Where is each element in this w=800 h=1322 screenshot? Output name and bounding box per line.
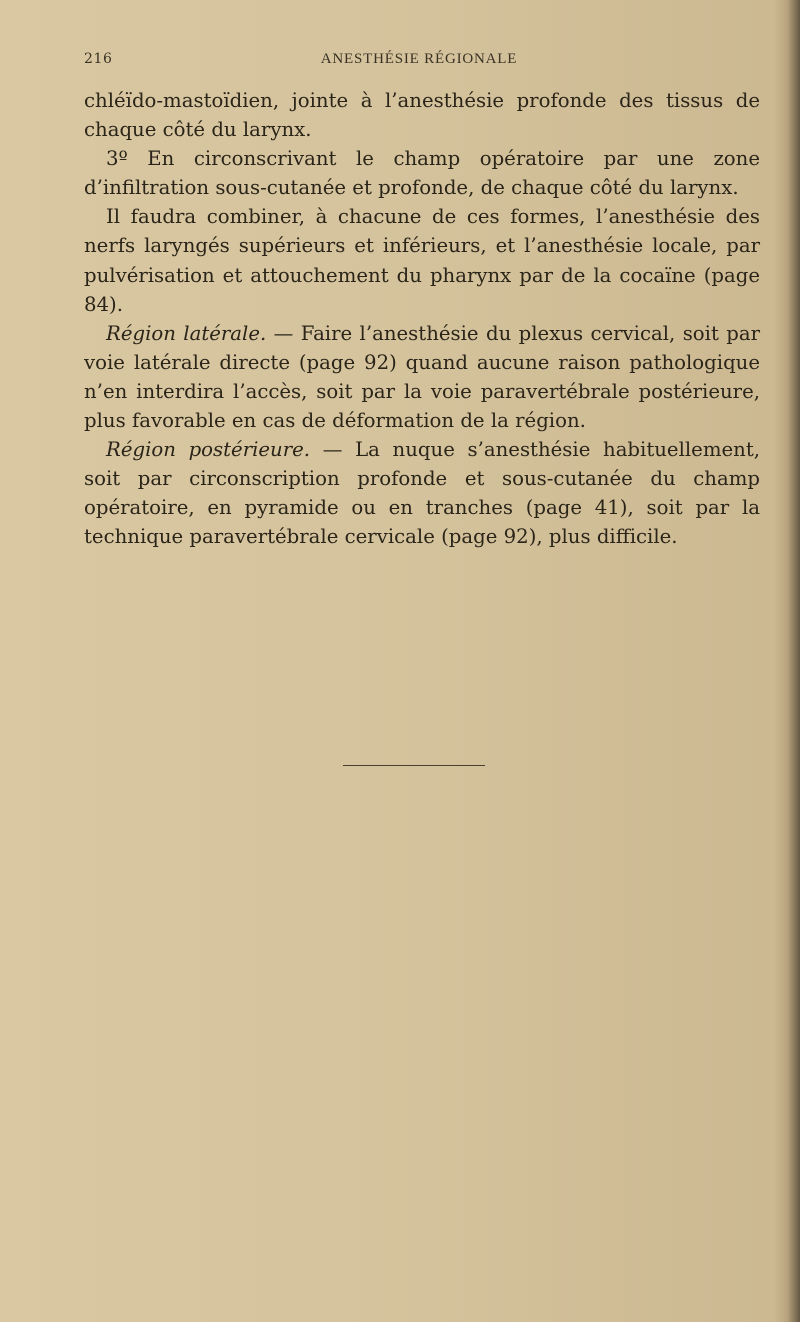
paragraph-text: — Faire l’anesthésie du plexus cervical, soit par voie latérale directe (page 92) quand aucune raison pathologique n’en interdira l’accès, soit par la voie paravertébrale postérieure, plus favorable en cas de déformation de la région. [84, 321, 760, 433]
running-head [84, 51, 754, 73]
paragraph-region-posterieure [84, 435, 760, 551]
page-number: 216 [84, 51, 113, 67]
paragraph-combination [84, 202, 760, 318]
paragraph-text: 3º En circonscrivant le champ opératoire par une zone d’infiltration sous-cutanée et profonde, de chaque côté du larynx. [84, 147, 760, 200]
section-lead-posterieure: Région postérieure. [106, 438, 311, 462]
section-lead-laterale: Région latérale. [106, 321, 267, 345]
paragraph-continuation [84, 86, 760, 144]
paragraph-region-laterale [84, 319, 760, 435]
page-gutter-shadow [774, 0, 800, 1322]
body-text [84, 86, 760, 552]
running-title: ANESTHÉSIE RÉGIONALE [320, 51, 518, 67]
paragraph-text: Il faudra combiner, à chacune de ces formes, l’anesthésie des nerfs laryngés supérieurs et inférieurs, et l’anesthésie locale, par pulvérisation et attouchement du pharynx par de la cocaïne (page 84). [84, 205, 760, 316]
paragraph-text: chléïdo-mastoïdien, jointe à l’anesthésie profonde des tissus de chaque côté du larynx. [84, 89, 760, 142]
section-end-rule [343, 765, 485, 766]
paragraph-text: — La nuque s’anesthésie habituellement, soit par circonscription profonde et sous-cutanée du champ opératoire, en pyramide ou en tranches (page 41), soit par la technique paravertébrale cervicale (page 92), plus difficile. [84, 438, 760, 549]
paragraph-item-3 [84, 144, 760, 202]
